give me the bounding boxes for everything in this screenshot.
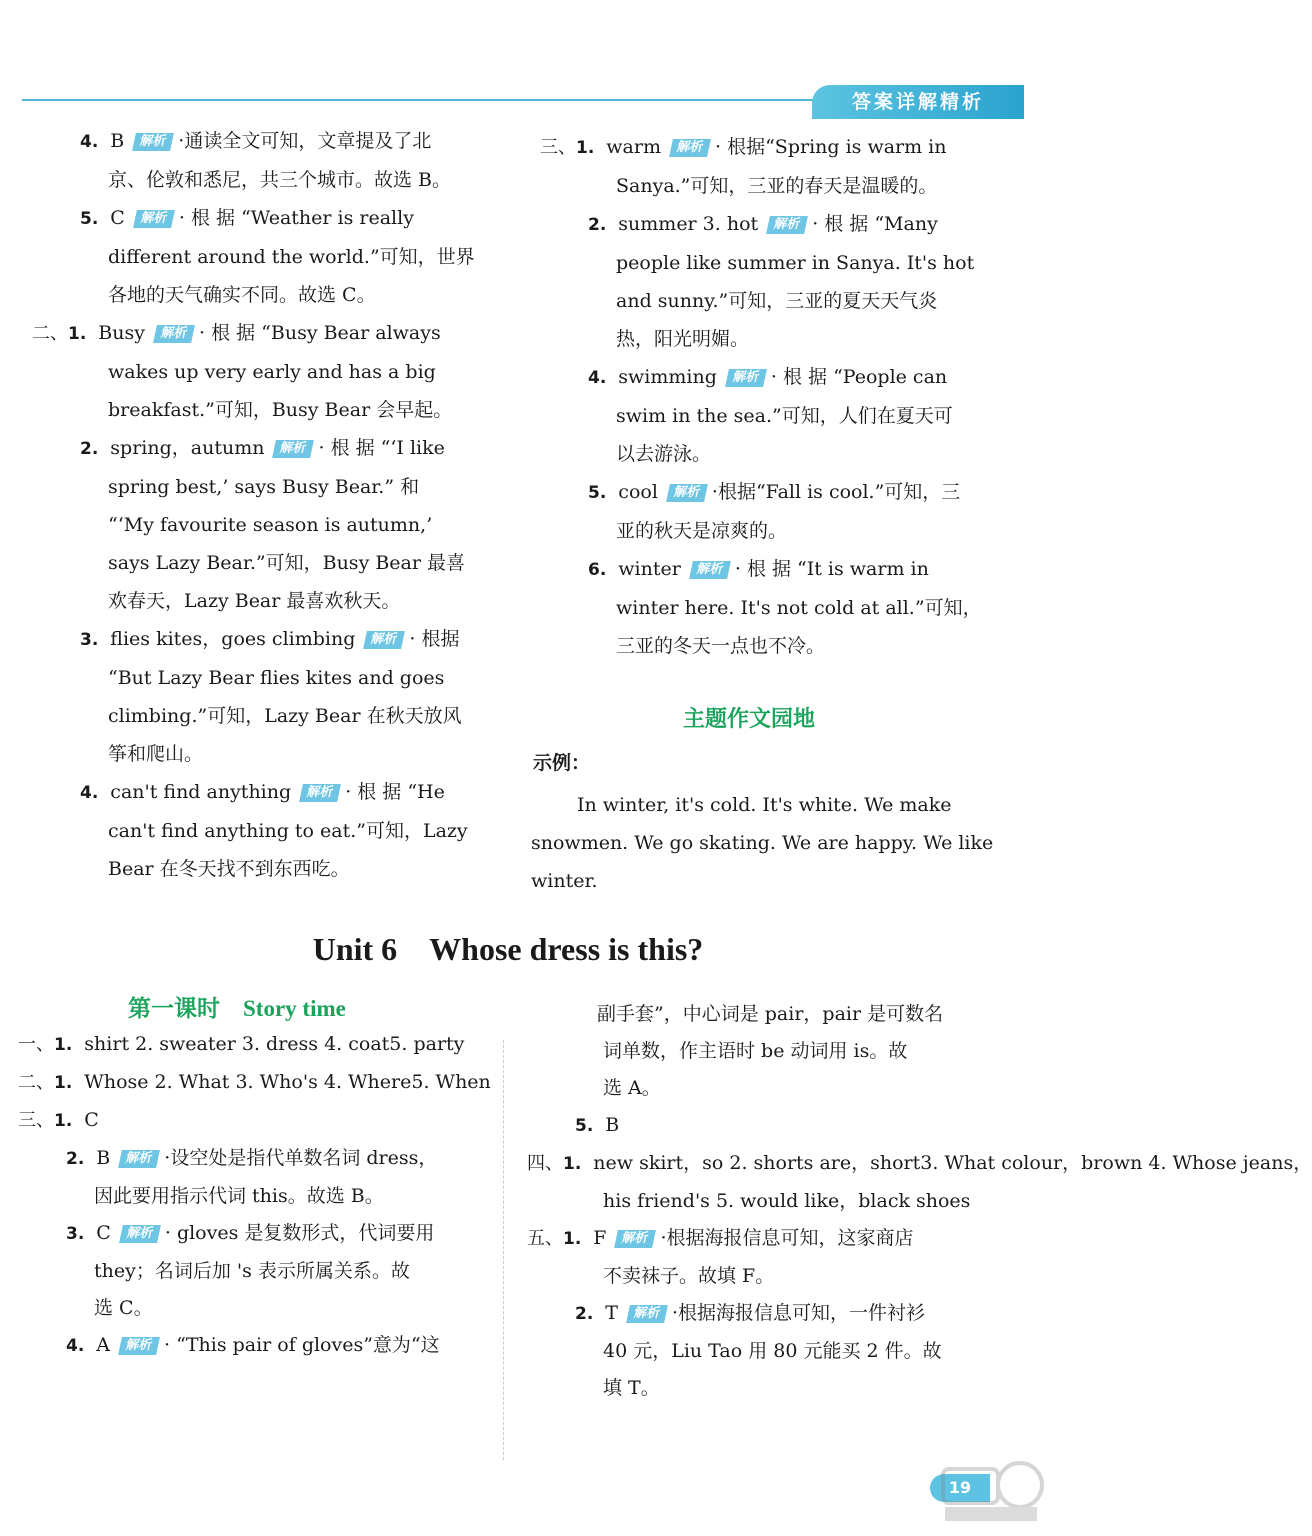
answer-text: C — [84, 1109, 99, 1131]
answer-first-line — [540, 358, 1010, 397]
answer-item — [540, 128, 1010, 205]
section-number: 一、 — [18, 1034, 54, 1055]
question-number: 2. — [66, 1149, 85, 1169]
explanation-text: ·设空处是指代单数名词 dress， — [164, 1147, 438, 1169]
answer-text: B — [605, 1114, 620, 1136]
explanation-line: 亚的秋天是凉爽的。 — [616, 520, 788, 542]
analysis-badge: 解析 — [615, 1230, 657, 1248]
explanation-line: climbing.”可知，Lazy Bear 在秋天放风 — [108, 705, 462, 727]
answer-item — [540, 473, 1010, 550]
analysis-badge: 解析 — [132, 133, 174, 151]
answer-text: A — [96, 1334, 111, 1356]
answers-bottom-right — [527, 996, 1312, 1407]
section-number: 五、 — [527, 1228, 563, 1249]
answer-first-line — [540, 473, 1010, 512]
analysis-badge: 解析 — [666, 484, 708, 502]
answer-text: T — [605, 1302, 618, 1324]
question-number: 1. — [563, 1229, 582, 1249]
question-number: 4. — [80, 132, 99, 152]
analysis-badge: 解析 — [118, 1337, 160, 1355]
answer-first-line — [527, 1107, 997, 1145]
answer-first-line — [540, 550, 1010, 589]
answer-item — [527, 1145, 1312, 1220]
answer-item — [527, 1295, 997, 1407]
answer-item — [32, 620, 502, 773]
analysis-badge: 解析 — [118, 1150, 160, 1168]
answer-text: C — [110, 207, 125, 229]
answer-text: summer 3. hot — [618, 213, 759, 235]
answer-text: Busy — [98, 322, 145, 344]
answer-text: F — [593, 1227, 607, 1249]
explanation-text: · 根 据 “It is warm in — [734, 558, 929, 580]
answer-text: winter — [618, 558, 681, 580]
answers-top-left — [32, 122, 502, 888]
explanation-text: · gloves 是复数形式，代词要用 — [164, 1222, 435, 1244]
analysis-badge: 解析 — [669, 139, 711, 157]
analysis-badge: 解析 — [626, 1305, 668, 1323]
explanation-text: 5. When — [411, 1071, 491, 1093]
lesson-title: 第一课时 Story time — [128, 996, 346, 1021]
answers-bottom-left — [18, 1026, 498, 1365]
explanation-text: · 根 据 “People can — [770, 366, 948, 388]
analysis-badge: 解析 — [153, 325, 195, 343]
answer-item — [32, 199, 502, 314]
answer-item — [540, 550, 1010, 665]
question-number: 1. — [54, 1035, 73, 1055]
header-tab: 答案详解精析 — [812, 85, 1024, 119]
explanation-line: “But Lazy Bear flies kites and goes — [108, 667, 445, 689]
answer-item — [527, 996, 997, 1107]
explanation-line: his friend's 5. would like，black shoes — [603, 1190, 971, 1212]
explanation-text: ·根据海报信息可知，一件衬衫 — [672, 1302, 926, 1324]
answer-text: Whose 2. What 3. Who's 4. Where — [84, 1071, 412, 1093]
explanation-line: 热，阳光明媚。 — [616, 328, 750, 350]
answer-first-line — [18, 1102, 498, 1140]
explanation-text: ·根据“Fall is cool.”可知，三 — [711, 481, 961, 503]
composition-text: In winter, it's cold. It's white. We make snowmen. We go skating. We are happy. We like winter. — [531, 794, 994, 892]
answer-first-line — [32, 620, 502, 659]
answer-item — [18, 1064, 498, 1102]
answer-item — [18, 1026, 498, 1064]
watermark-logo — [935, 1455, 1045, 1525]
explanation-line: Bear 在冬天找不到东西吃。 — [108, 858, 350, 880]
question-number: 2. — [80, 439, 99, 459]
explanation-line: different around the world.”可知，世界 — [108, 246, 475, 268]
explanation-line: wakes up very early and has a big — [108, 361, 436, 383]
analysis-badge: 解析 — [689, 561, 731, 579]
answer-text: can't find anything — [110, 781, 292, 803]
answer-item — [18, 1140, 498, 1215]
analysis-badge: 解析 — [725, 369, 767, 387]
answer-item — [527, 1107, 997, 1145]
analysis-badge: 解析 — [363, 631, 405, 649]
section-number: 三、 — [18, 1110, 54, 1131]
explanation-line: 词单数，作主语时 be 动词用 is。故 — [603, 1040, 908, 1062]
explanation-line: they；名词后加 's 表示所属关系。故 — [94, 1260, 410, 1282]
question-number: 4. — [66, 1336, 85, 1356]
column-divider — [503, 1040, 504, 1460]
explanation-line: spring best,’ says Busy Bear.” 和 — [108, 476, 420, 498]
answer-first-line — [32, 314, 502, 353]
analysis-badge: 解析 — [119, 1225, 161, 1243]
answer-first-line — [18, 1215, 498, 1253]
explanation-text: · 根 据 “He — [345, 781, 445, 803]
page-number: 19 — [930, 1474, 990, 1502]
answer-first-line — [18, 1026, 498, 1064]
analysis-badge: 解析 — [299, 784, 341, 802]
question-number: 1. — [54, 1111, 73, 1131]
explanation-line: 填 T。 — [603, 1377, 660, 1399]
answer-item — [32, 314, 502, 429]
answer-item — [32, 122, 502, 199]
answer-item — [18, 1102, 498, 1140]
answer-first-line — [32, 122, 502, 161]
explanation-text: ·通读全文可知，文章提及了北 — [178, 130, 432, 152]
explanation-line: 各地的天气确实不同。故选 C。 — [108, 284, 376, 306]
question-number: 2. — [575, 1304, 594, 1324]
explanation-text: · 根 据 “Many — [812, 213, 938, 235]
composition-label: 示例： — [533, 752, 591, 774]
answer-text: C — [96, 1222, 111, 1244]
explanation-line: breakfast.”可知，Busy Bear 会早起。 — [108, 399, 453, 421]
explanation-line: and sunny.”可知，三亚的夏天天气炎 — [616, 290, 938, 312]
explanation-text: 副手套”，中心词是 pair，pair 是可数名 — [597, 1003, 944, 1025]
question-number: 5. — [80, 209, 99, 229]
question-number: 1. — [563, 1154, 582, 1174]
answer-first-line — [32, 773, 502, 812]
explanation-line: 以去游泳。 — [616, 443, 712, 465]
answer-text: warm — [606, 136, 661, 158]
explanation-line: Sanya.”可知，三亚的春天是温暖的。 — [616, 175, 938, 197]
answer-item — [32, 429, 502, 620]
explanation-text: 5. party — [389, 1033, 465, 1055]
answer-first-line — [527, 1295, 997, 1333]
question-number: 1. — [68, 324, 87, 344]
answer-first-line — [540, 205, 1010, 244]
answer-first-line — [32, 199, 502, 238]
explanation-text: · 根据“Spring is warm in — [715, 136, 947, 158]
answer-item — [527, 1220, 997, 1295]
composition-title: 主题作文园地 — [683, 707, 816, 732]
explanation-line: 选 C。 — [94, 1297, 153, 1319]
explanation-text: · 根据 — [409, 628, 460, 650]
answer-first-line — [540, 128, 1010, 167]
explanation-line: can't find anything to eat.”可知，Lazy — [108, 820, 468, 842]
question-number: 1. — [576, 138, 595, 158]
explanation-text: · 根 据 “Busy Bear always — [199, 322, 441, 344]
explanation-text: ·根据海报信息可知，这家商店 — [660, 1227, 914, 1249]
explanation-text: · 根 据 “‘I like — [318, 437, 445, 459]
answer-first-line — [18, 1327, 498, 1365]
question-number: 1. — [54, 1073, 73, 1093]
explanation-line: “‘My favourite season is autumn,’ — [108, 514, 433, 536]
answer-text: swimming — [618, 366, 717, 388]
answer-first-line — [527, 1145, 1312, 1183]
answer-text: cool — [618, 481, 658, 503]
answer-first-line — [527, 1220, 997, 1258]
explanation-text: · 根 据 “Weather is really — [178, 207, 414, 229]
header-rule — [22, 99, 842, 101]
section-number: 三、 — [540, 137, 576, 158]
explanation-line: says Lazy Bear.”可知，Busy Bear 最喜 — [108, 552, 465, 574]
explanation-line: 欢春天，Lazy Bear 最喜欢秋天。 — [108, 590, 401, 612]
answers-top-right — [540, 128, 1010, 665]
answer-item — [18, 1327, 498, 1365]
answer-text: flies kites，goes climbing — [110, 628, 356, 650]
answer-item — [32, 773, 502, 888]
answer-item — [540, 205, 1010, 358]
answer-item — [540, 358, 1010, 473]
question-number: 6. — [588, 560, 607, 580]
answer-item — [18, 1215, 498, 1327]
section-number: 二、 — [18, 1072, 54, 1093]
explanation-line: 40 元，Liu Tao 用 80 元能买 2 件。故 — [603, 1340, 942, 1362]
question-number: 3. — [80, 630, 99, 650]
explanation-line: 不卖袜子。故填 F。 — [603, 1265, 775, 1287]
explanation-line: 筝和爬山。 — [108, 743, 204, 765]
analysis-badge: 解析 — [133, 210, 175, 228]
explanation-line: people like summer in Sanya. It's hot — [616, 252, 975, 274]
question-number: 4. — [80, 783, 99, 803]
answer-first-line — [32, 429, 502, 468]
question-number: 2. — [588, 215, 607, 235]
answer-text: B — [96, 1147, 111, 1169]
explanation-text: · “This pair of gloves”意为“这 — [164, 1334, 440, 1356]
explanation-line: winter here. It's not cold at all.”可知， — [616, 597, 982, 619]
question-number: 4. — [588, 368, 607, 388]
section-number: 二、 — [32, 323, 68, 344]
explanation-text: 3. What colour，brown 4. Whose jeans， — [920, 1152, 1312, 1174]
answer-first-line — [18, 1140, 498, 1178]
question-number: 5. — [575, 1116, 594, 1136]
analysis-badge: 解析 — [273, 440, 315, 458]
explanation-line: 京、伦敦和悉尼，共三个城市。故选 B。 — [108, 169, 452, 191]
answer-text: shirt 2. sweater 3. dress 4. coat — [84, 1033, 390, 1055]
answer-first-line — [18, 1064, 498, 1102]
analysis-badge: 解析 — [766, 216, 808, 234]
explanation-line: 因此要用指示代词 this。故选 B。 — [94, 1185, 384, 1207]
answer-text: spring，autumn — [110, 437, 265, 459]
answer-text: B — [110, 130, 125, 152]
answer-text: new skirt，so 2. shorts are，short — [593, 1152, 921, 1174]
question-number: 3. — [66, 1224, 85, 1244]
explanation-line: swim in the sea.”可知，人们在夏天可 — [616, 405, 953, 427]
unit-title: Unit 6 Whose dress is this? — [312, 931, 704, 967]
explanation-line: 三亚的冬天一点也不冷。 — [616, 635, 826, 657]
section-number: 四、 — [527, 1153, 563, 1174]
question-number: 5. — [588, 483, 607, 503]
explanation-line: 选 A。 — [603, 1077, 661, 1099]
